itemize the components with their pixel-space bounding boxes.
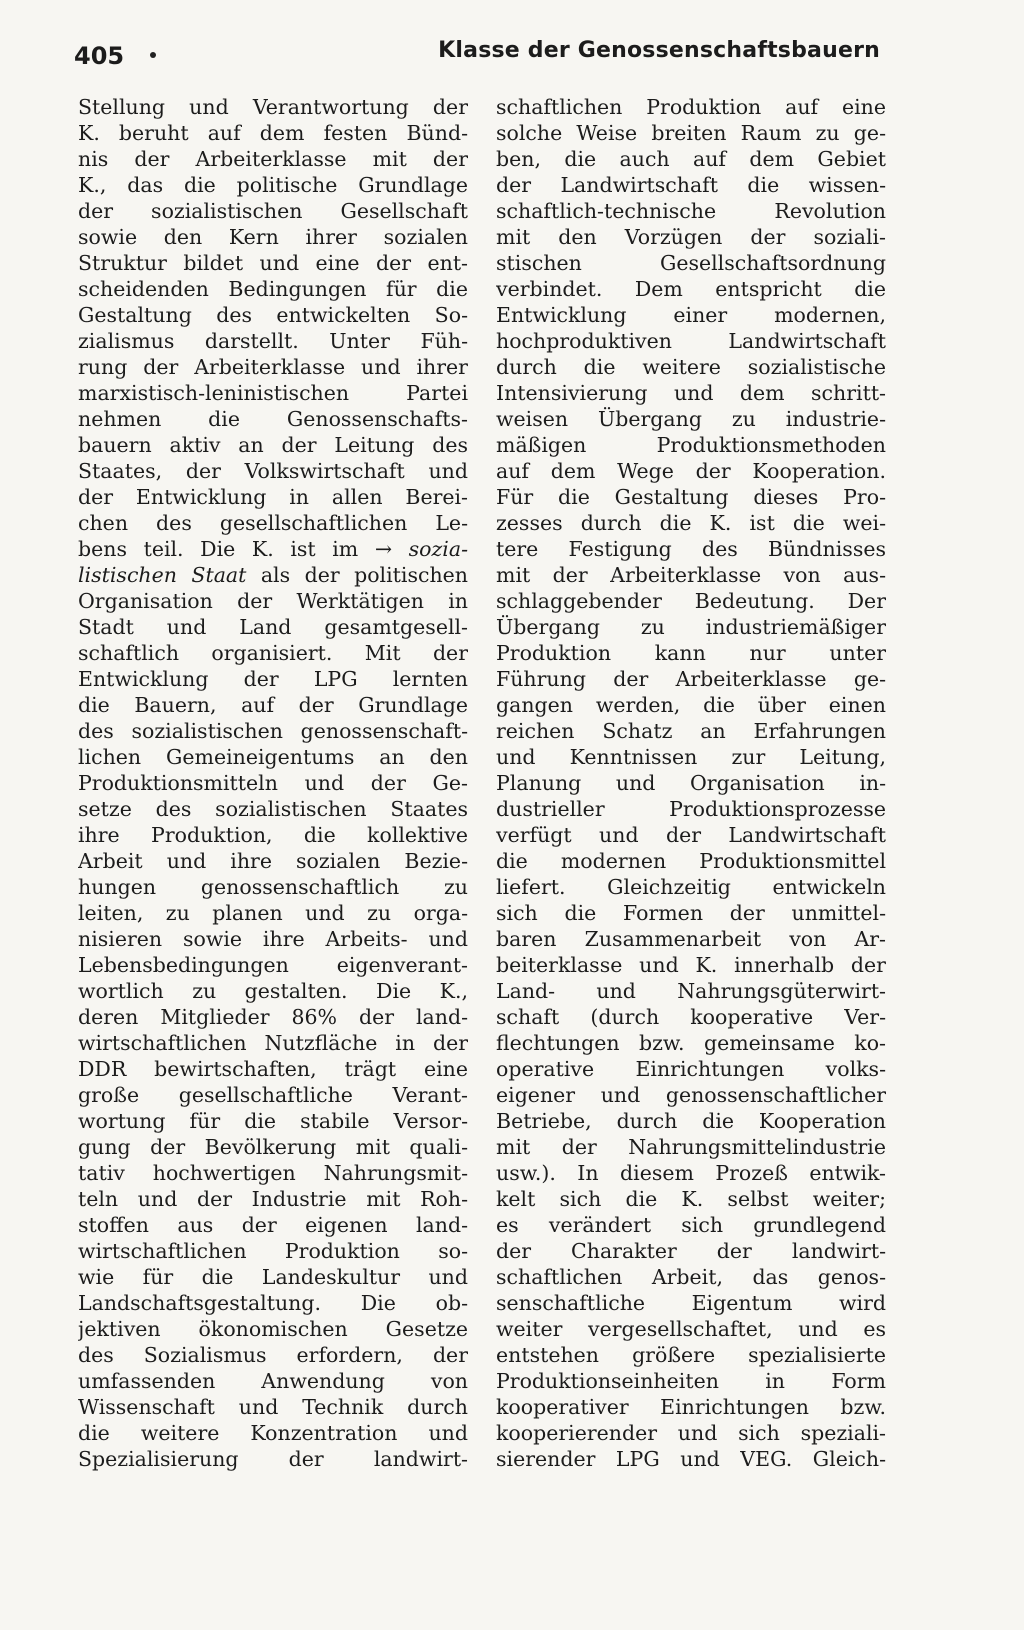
text-line: Produktionsmitteln und der Ge- <box>78 771 468 795</box>
text-line: schaftlich-technische Revolution <box>496 199 886 223</box>
header-bullet-dot <box>150 52 156 58</box>
text-line: des sozialistischen genossenschaft- <box>78 719 468 743</box>
text-line: Struktur bildet und eine der ent- <box>78 251 468 275</box>
text-column-left <box>78 94 468 1472</box>
text-line: es verändert sich grundlegend <box>496 1213 886 1237</box>
text-line: listischen Staat als der politischen <box>78 563 468 587</box>
text-line: sierender LPG und VEG. Gleich- <box>496 1447 886 1471</box>
text-line: jektiven ökonomischen Gesetze <box>78 1317 468 1341</box>
text-line: mit der Arbeiterklasse von aus- <box>496 563 886 587</box>
text-line: zesses durch die K. ist die wei- <box>496 511 886 535</box>
text-line: bauern aktiv an der Leitung des <box>78 433 468 457</box>
text-line: marxistisch-leninistischen Partei <box>78 381 468 405</box>
text-line: ihre Produktion, die kollektive <box>78 823 468 847</box>
text-line: Produktion kann nur unter <box>496 641 886 665</box>
text-line: durch die weitere sozialistische <box>496 355 886 379</box>
text-line: baren Zusammenarbeit von Ar- <box>496 927 886 951</box>
text-line: der sozialistischen Gesellschaft <box>78 199 468 223</box>
text-line: tere Festigung des Bündnisses <box>496 537 886 561</box>
text-line: dustrieller Produktionsprozesse <box>496 797 886 821</box>
text-line: verfügt und der Landwirtschaft <box>496 823 886 847</box>
text-line: zialismus darstellt. Unter Füh- <box>78 329 468 353</box>
text-line: und Kenntnissen zur Leitung, <box>496 745 886 769</box>
text-line: Planung und Organisation in- <box>496 771 886 795</box>
text-line: nis der Arbeiterklasse mit der <box>78 147 468 171</box>
text-line: usw.). In diesem Prozeß entwik- <box>496 1161 886 1185</box>
text-line: Arbeit und ihre sozialen Bezie- <box>78 849 468 873</box>
text-line: ben, die auch auf dem Gebiet <box>496 147 886 171</box>
text-line: Stadt und Land gesamtgesell- <box>78 615 468 639</box>
text-line: schlaggebender Bedeutung. Der <box>496 589 886 613</box>
text-line: entstehen größere spezialisierte <box>496 1343 886 1367</box>
text-line: Führung der Arbeiterklasse ge- <box>496 667 886 691</box>
text-line: bens teil. Die K. ist im → sozia- <box>78 537 468 561</box>
text-line: Wissenschaft und Technik durch <box>78 1395 468 1419</box>
text-line: DDR bewirtschaften, trägt eine <box>78 1057 468 1081</box>
text-line: mit der Nahrungsmittelindustrie <box>496 1135 886 1159</box>
text-line: tativ hochwertigen Nahrungsmit- <box>78 1161 468 1185</box>
text-line: verbindet. Dem entspricht die <box>496 277 886 301</box>
text-line: mäßigen Produktionsmethoden <box>496 433 886 457</box>
text-line: stischen Gesellschaftsordnung <box>496 251 886 275</box>
text-line: wortung für die stabile Versor- <box>78 1109 468 1133</box>
text-line: weiter vergesellschaftet, und es <box>496 1317 886 1341</box>
text-line: Produktionseinheiten in Form <box>496 1369 886 1393</box>
text-line: sich die Formen der unmittel- <box>496 901 886 925</box>
text-line: umfassenden Anwendung von <box>78 1369 468 1393</box>
text-line: solche Weise breiten Raum zu ge- <box>496 121 886 145</box>
text-line: sowie den Kern ihrer sozialen <box>78 225 468 249</box>
text-line: schaftlich organisiert. Mit der <box>78 641 468 665</box>
text-line: nehmen die Genossenschafts- <box>78 407 468 431</box>
text-line: kooperierender und sich speziali- <box>496 1421 886 1445</box>
text-line: wortlich zu gestalten. Die K., <box>78 979 468 1003</box>
text-line: stoffen aus der eigenen land- <box>78 1213 468 1237</box>
text-line: große gesellschaftliche Verant- <box>78 1083 468 1107</box>
text-line: Stellung und Verantwortung der <box>78 95 468 119</box>
text-line: scheidenden Bedingungen für die <box>78 277 468 301</box>
text-line: lichen Gemeineigentums an den <box>78 745 468 769</box>
text-line: weisen Übergang zu industrie- <box>496 407 886 431</box>
text-line: Betriebe, durch die Kooperation <box>496 1109 886 1133</box>
text-line: die weitere Konzentration und <box>78 1421 468 1445</box>
text-line: senschaftliche Eigentum wird <box>496 1291 886 1315</box>
text-line: chen des gesellschaftlichen Le- <box>78 511 468 535</box>
text-line: des Sozialismus erfordern, der <box>78 1343 468 1367</box>
text-line: der Charakter der landwirt- <box>496 1239 886 1263</box>
text-line: K. beruht auf dem festen Bünd- <box>78 121 468 145</box>
text-line: Spezialisierung der landwirt- <box>78 1447 468 1471</box>
text-line: deren Mitglieder 86% der land- <box>78 1005 468 1029</box>
text-line: nisieren sowie ihre Arbeits- und <box>78 927 468 951</box>
text-line: reichen Schatz an Erfahrungen <box>496 719 886 743</box>
text-line: beiterklasse und K. innerhalb der <box>496 953 886 977</box>
text-line: Übergang zu industriemäßiger <box>496 615 886 639</box>
text-line: schaftlichen Produktion auf eine <box>496 95 886 119</box>
text-line: auf dem Wege der Kooperation. <box>496 459 886 483</box>
text-line: gangen werden, die über einen <box>496 693 886 717</box>
text-line: eigener und genossenschaftlicher <box>496 1083 886 1107</box>
text-line: wirtschaftlichen Nutzfläche in der <box>78 1031 468 1055</box>
text-line: die modernen Produktionsmittel <box>496 849 886 873</box>
text-line: der Landwirtschaft die wissen- <box>496 173 886 197</box>
text-line: kelt sich die K. selbst weiter; <box>496 1187 886 1211</box>
text-line: leiten, zu planen und zu orga- <box>78 901 468 925</box>
text-line: hochproduktiven Landwirtschaft <box>496 329 886 353</box>
running-head: Klasse der Genossenschaftsbauern <box>438 38 880 63</box>
text-line: mit den Vorzügen der soziali- <box>496 225 886 249</box>
text-line: Intensivierung und dem schritt- <box>496 381 886 405</box>
text-line: die Bauern, auf der Grundlage <box>78 693 468 717</box>
text-line: Für die Gestaltung dieses Pro- <box>496 485 886 509</box>
text-line: teln und der Industrie mit Roh- <box>78 1187 468 1211</box>
text-line: Gestaltung des entwickelten So- <box>78 303 468 327</box>
text-line: kooperativer Einrichtungen bzw. <box>496 1395 886 1419</box>
text-line: Lebensbedingungen eigenverant- <box>78 953 468 977</box>
text-line: schaft (durch kooperative Ver- <box>496 1005 886 1029</box>
text-line: K., das die politische Grundlage <box>78 173 468 197</box>
text-line: Staates, der Volkswirtschaft und <box>78 459 468 483</box>
page-number: 405 <box>74 42 125 70</box>
text-line: setze des sozialistischen Staates <box>78 797 468 821</box>
text-line: Entwicklung der LPG lernten <box>78 667 468 691</box>
text-line: Organisation der Werktätigen in <box>78 589 468 613</box>
text-line: der Entwicklung in allen Berei- <box>78 485 468 509</box>
text-line: hungen genossenschaftlich zu <box>78 875 468 899</box>
text-line: Land- und Nahrungsgüterwirt- <box>496 979 886 1003</box>
text-line: Landschaftsgestaltung. Die ob- <box>78 1291 468 1315</box>
text-line: schaftlichen Arbeit, das genos- <box>496 1265 886 1289</box>
text-column-right <box>496 94 886 1472</box>
page-header <box>74 38 880 78</box>
text-line: rung der Arbeiterklasse und ihrer <box>78 355 468 379</box>
text-line: liefert. Gleichzeitig entwickeln <box>496 875 886 899</box>
text-line: gung der Bevölkerung mit quali- <box>78 1135 468 1159</box>
text-line: wie für die Landeskultur und <box>78 1265 468 1289</box>
text-line: Entwicklung einer modernen, <box>496 303 886 327</box>
text-line: operative Einrichtungen volks- <box>496 1057 886 1081</box>
text-line: flechtungen bzw. gemeinsame ko- <box>496 1031 886 1055</box>
text-line: wirtschaftlichen Produktion so- <box>78 1239 468 1263</box>
